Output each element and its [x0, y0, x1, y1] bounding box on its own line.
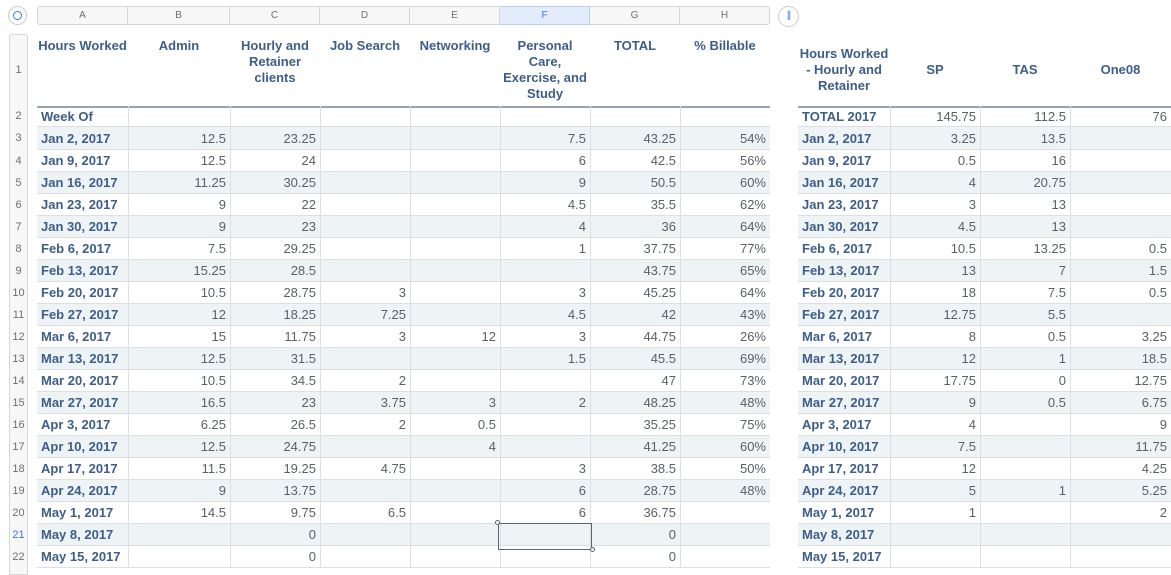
column-title: SP: [926, 62, 944, 77]
table-cell[interactable]: 13: [980, 216, 1070, 238]
row-label-cell[interactable]: Mar 6, 2017: [802, 329, 873, 344]
table-cell[interactable]: [410, 370, 500, 392]
table-cell[interactable]: 0: [230, 524, 320, 546]
circle-icon: [13, 11, 22, 20]
table-cell[interactable]: [410, 150, 500, 172]
row-header[interactable]: 16: [12, 419, 25, 431]
table-cell[interactable]: [410, 524, 500, 546]
column-title: Job Search: [329, 38, 401, 53]
table-cell[interactable]: 3: [410, 392, 500, 414]
table-cell[interactable]: 1: [500, 238, 590, 260]
row-label-cell[interactable]: Jan 9, 2017: [802, 153, 872, 168]
table-cell[interactable]: 43.25: [590, 127, 680, 150]
table-cell[interactable]: [500, 436, 590, 458]
table-cell[interactable]: [320, 238, 410, 260]
row-label-cell[interactable]: TOTAL 2017: [802, 109, 877, 124]
column-title: Personal Care, Exercise, and Study: [503, 38, 587, 101]
row-label-cell[interactable]: Feb 20, 2017: [802, 285, 880, 300]
table-cell[interactable]: 35.25: [590, 414, 680, 436]
table-cell[interactable]: 6: [500, 480, 590, 502]
table-cell[interactable]: 2: [320, 414, 410, 436]
table-cell[interactable]: [980, 414, 1070, 436]
column-header-c[interactable]: C: [230, 6, 320, 25]
table-cell[interactable]: 1.5: [500, 348, 590, 370]
column-header-a[interactable]: A: [37, 6, 128, 25]
table-cell[interactable]: 8: [890, 326, 980, 348]
table-cell[interactable]: 3: [890, 194, 980, 216]
row-header[interactable]: 19: [12, 485, 25, 497]
table-cell[interactable]: [410, 106, 500, 127]
table-cell[interactable]: [128, 106, 230, 127]
table-cell[interactable]: 5.25: [1070, 480, 1171, 502]
table-cell[interactable]: 0.5: [1070, 238, 1171, 260]
table-cell[interactable]: 28.75: [590, 480, 680, 502]
table-cell[interactable]: 4.5: [500, 304, 590, 326]
table-cell[interactable]: [680, 106, 770, 127]
table-cell[interactable]: 12: [890, 458, 980, 480]
row-label-cell[interactable]: Feb 13, 2017: [802, 263, 880, 278]
table-cell[interactable]: 1: [980, 480, 1070, 502]
table-cell[interactable]: 23: [230, 392, 320, 414]
table-cell[interactable]: 3.25: [1070, 326, 1171, 348]
table-cell[interactable]: 3: [500, 282, 590, 304]
row-header[interactable]: 17: [12, 441, 25, 453]
table-cell[interactable]: 0.5: [1070, 282, 1171, 304]
table-cell[interactable]: 12.5: [128, 150, 230, 172]
table-cell[interactable]: 0.5: [890, 150, 980, 172]
table-cell[interactable]: 7.25: [320, 304, 410, 326]
table-cell[interactable]: 7.5: [500, 127, 590, 150]
table-cell[interactable]: 4.75: [320, 458, 410, 480]
row-header[interactable]: 9: [15, 265, 22, 277]
table-cell[interactable]: 15: [128, 326, 230, 348]
table-cell[interactable]: 31.5: [230, 348, 320, 370]
row-label-cell[interactable]: Feb 6, 2017: [802, 241, 873, 256]
table-cell[interactable]: 42.5: [590, 150, 680, 172]
row-label-cell[interactable]: May 1, 2017: [41, 505, 114, 520]
table-cell[interactable]: 45.25: [590, 282, 680, 304]
table-cell[interactable]: 11.25: [128, 172, 230, 194]
table-cell[interactable]: 18.25: [230, 304, 320, 326]
table-cell[interactable]: 64%: [680, 282, 770, 304]
table-cell[interactable]: 10.5: [128, 282, 230, 304]
table-cell[interactable]: 12.75: [1070, 370, 1171, 392]
column-header-e[interactable]: E: [410, 6, 500, 25]
table-cell[interactable]: [410, 260, 500, 282]
table-cell[interactable]: 35.5: [590, 194, 680, 216]
table-cell[interactable]: 9: [128, 216, 230, 238]
table-cell[interactable]: 0: [230, 546, 320, 568]
row-label-cell[interactable]: Mar 27, 2017: [41, 395, 119, 410]
row-label-cell[interactable]: Apr 24, 2017: [802, 483, 879, 498]
table-cell[interactable]: [890, 524, 980, 546]
table-cell[interactable]: [500, 370, 590, 392]
table-cell[interactable]: [320, 348, 410, 370]
table-cell[interactable]: [980, 458, 1070, 480]
table-cell[interactable]: 50.5: [590, 172, 680, 194]
table-cell[interactable]: [890, 546, 980, 568]
row-header[interactable]: 12: [12, 331, 25, 343]
column-title: TAS: [1012, 62, 1038, 77]
row-header[interactable]: 8: [15, 243, 22, 255]
table-cell[interactable]: 28.75: [230, 282, 320, 304]
row-header[interactable]: 18: [12, 463, 25, 475]
row-label-cell[interactable]: May 8, 2017: [41, 527, 114, 542]
column-title: Hourly and Retainer clients: [241, 38, 309, 85]
row-header[interactable]: 1: [15, 64, 22, 76]
table-cell[interactable]: [500, 414, 590, 436]
pause-icon: ||: [786, 10, 791, 21]
column-title: TOTAL: [613, 38, 657, 53]
row-label-cell[interactable]: Jan 23, 2017: [802, 197, 879, 212]
table-cell[interactable]: 12.5: [128, 436, 230, 458]
row-label-cell[interactable]: Feb 27, 2017: [802, 307, 880, 322]
table-cell[interactable]: 76: [1070, 106, 1171, 127]
row-header[interactable]: 5: [15, 177, 22, 189]
row-label-cell[interactable]: Mar 6, 2017: [41, 329, 112, 344]
table-cell[interactable]: 43%: [680, 304, 770, 326]
row-header[interactable]: 20: [12, 507, 25, 519]
row-label-cell[interactable]: Apr 10, 2017: [802, 439, 879, 454]
table-cell[interactable]: 34.5: [230, 370, 320, 392]
table-cell[interactable]: 17.75: [890, 370, 980, 392]
add-column-handle[interactable]: [778, 6, 799, 27]
table-cell[interactable]: 0: [590, 524, 680, 546]
table-cell[interactable]: 37.75: [590, 238, 680, 260]
table-cell[interactable]: 3: [500, 458, 590, 480]
table-cell[interactable]: 0.5: [980, 326, 1070, 348]
table-cell[interactable]: [410, 238, 500, 260]
table-cell[interactable]: 4.5: [890, 216, 980, 238]
table-cell[interactable]: 69%: [680, 348, 770, 370]
table-cell[interactable]: [410, 172, 500, 194]
table-cell[interactable]: 60%: [680, 172, 770, 194]
table-cell[interactable]: 15.25: [128, 260, 230, 282]
table-cell[interactable]: 6.75: [1070, 392, 1171, 414]
table-cell[interactable]: [1070, 172, 1171, 194]
table-cell[interactable]: [1070, 150, 1171, 172]
column-header-b[interactable]: B: [128, 6, 230, 25]
table-cell[interactable]: 0: [980, 370, 1070, 392]
row-label-cell[interactable]: Mar 20, 2017: [41, 373, 119, 388]
selection-handle-top-left[interactable]: [495, 520, 500, 525]
row-header[interactable]: 7: [15, 221, 22, 233]
table-cell[interactable]: 11.75: [230, 326, 320, 348]
table-cell[interactable]: 23: [230, 216, 320, 238]
table-cell[interactable]: 23.25: [230, 127, 320, 150]
table-cell[interactable]: 9: [128, 194, 230, 216]
row-header[interactable]: 6: [15, 199, 22, 211]
table-cell[interactable]: [1070, 546, 1171, 568]
table-cell[interactable]: [410, 480, 500, 502]
table-cell[interactable]: 12: [410, 326, 500, 348]
row-label-cell[interactable]: Feb 20, 2017: [41, 285, 119, 300]
table-cell[interactable]: 45.5: [590, 348, 680, 370]
table-cell[interactable]: 75%: [680, 414, 770, 436]
row-header[interactable]: 11: [12, 309, 25, 321]
column-title: Hours Worked: [38, 38, 127, 53]
column-title: Networking: [419, 38, 491, 53]
table-cell[interactable]: 13: [980, 194, 1070, 216]
row-header[interactable]: 22: [12, 551, 25, 563]
row-header[interactable]: 13: [12, 353, 25, 365]
row-label-cell[interactable]: Feb 27, 2017: [41, 307, 119, 322]
table-cell[interactable]: [680, 502, 770, 524]
table-cell[interactable]: [410, 348, 500, 370]
table-cell[interactable]: 10.5: [890, 238, 980, 260]
table-cell[interactable]: [500, 260, 590, 282]
row-label-cell[interactable]: Apr 24, 2017: [41, 483, 118, 498]
table-cell[interactable]: [680, 524, 770, 546]
table-cell[interactable]: 28.5: [230, 260, 320, 282]
table-cell[interactable]: 60%: [680, 436, 770, 458]
row-label-cell[interactable]: Jan 9, 2017: [41, 153, 111, 168]
table-cell[interactable]: [980, 502, 1070, 524]
table-cell[interactable]: 4: [890, 414, 980, 436]
table-cell[interactable]: 9: [890, 392, 980, 414]
table-cell[interactable]: 13.75: [230, 480, 320, 502]
row-label-cell[interactable]: Apr 10, 2017: [41, 439, 118, 454]
table-cell[interactable]: [410, 127, 500, 150]
table-cell[interactable]: 4.25: [1070, 458, 1171, 480]
table-cell[interactable]: 24: [230, 150, 320, 172]
column-title: % Billable: [694, 38, 756, 53]
table-cell[interactable]: [410, 546, 500, 568]
table-cell[interactable]: 65%: [680, 260, 770, 282]
table-cell[interactable]: [128, 524, 230, 546]
table-cell[interactable]: 6.5: [320, 502, 410, 524]
table-cell[interactable]: 3: [320, 282, 410, 304]
table-cell[interactable]: 4: [500, 216, 590, 238]
table-cell[interactable]: [410, 282, 500, 304]
table-cell[interactable]: [410, 216, 500, 238]
selection-handle-bottom-right[interactable]: [590, 547, 595, 552]
table-cell[interactable]: 16: [980, 150, 1070, 172]
column-header-d[interactable]: D: [320, 6, 410, 25]
table-cell[interactable]: 41.25: [590, 436, 680, 458]
table-cell[interactable]: 145.75: [890, 106, 980, 127]
table-cell[interactable]: 112.5: [980, 106, 1070, 127]
table-cell[interactable]: 30.25: [230, 172, 320, 194]
table-cell[interactable]: 12: [890, 348, 980, 370]
table-cell[interactable]: 43.75: [590, 260, 680, 282]
row-label-cell[interactable]: May 15, 2017: [802, 549, 882, 564]
table-cell[interactable]: 7.5: [980, 282, 1070, 304]
row-label-cell[interactable]: Apr 17, 2017: [802, 461, 879, 476]
row-label-cell[interactable]: Mar 20, 2017: [802, 373, 880, 388]
table-cell[interactable]: 11.75: [1070, 436, 1171, 458]
table-cell[interactable]: 1.5: [1070, 260, 1171, 282]
table-cell[interactable]: 4.5: [500, 194, 590, 216]
table-cell[interactable]: 18: [890, 282, 980, 304]
row-label-cell[interactable]: Mar 27, 2017: [802, 395, 880, 410]
row-label-cell[interactable]: Jan 16, 2017: [41, 175, 118, 190]
row-label-cell[interactable]: May 8, 2017: [802, 527, 875, 542]
table-cell[interactable]: 36: [590, 216, 680, 238]
table-cell[interactable]: [320, 106, 410, 127]
table-cell[interactable]: [1070, 216, 1171, 238]
table-cell[interactable]: 0.5: [980, 392, 1070, 414]
row-header[interactable]: 3: [15, 132, 22, 144]
table-cell[interactable]: 22: [230, 194, 320, 216]
table-cell[interactable]: [128, 546, 230, 568]
table-cell[interactable]: 6: [500, 150, 590, 172]
table-cell[interactable]: [1070, 127, 1171, 150]
row-label-cell[interactable]: Mar 13, 2017: [802, 351, 880, 366]
table-cell[interactable]: 26.5: [230, 414, 320, 436]
table-cell[interactable]: [320, 436, 410, 458]
row-label-cell[interactable]: May 15, 2017: [41, 549, 121, 564]
table-cell[interactable]: 0.5: [410, 414, 500, 436]
column-header-h[interactable]: H: [680, 6, 770, 25]
row-label-cell[interactable]: Jan 30, 2017: [41, 219, 118, 234]
table-cell[interactable]: 9: [1070, 414, 1171, 436]
row-label-cell[interactable]: Jan 30, 2017: [802, 219, 879, 234]
table-cell[interactable]: 9: [128, 480, 230, 502]
table-cell[interactable]: 48.25: [590, 392, 680, 414]
table-cell[interactable]: 50%: [680, 458, 770, 480]
table-cell[interactable]: 26%: [680, 326, 770, 348]
table-cell[interactable]: 1: [890, 502, 980, 524]
table-cell[interactable]: 7.5: [890, 436, 980, 458]
table-cell[interactable]: 47: [590, 370, 680, 392]
table-cell[interactable]: 14.5: [128, 502, 230, 524]
table-cell[interactable]: [320, 172, 410, 194]
table-cell[interactable]: 13.5: [980, 127, 1070, 150]
table-cell[interactable]: [1070, 524, 1171, 546]
table-select-button[interactable]: [8, 6, 27, 25]
table-cell[interactable]: 3: [320, 326, 410, 348]
table-cell[interactable]: [410, 194, 500, 216]
table-cell[interactable]: 29.25: [230, 238, 320, 260]
column-header-g[interactable]: G: [590, 6, 680, 25]
table-cell[interactable]: [230, 106, 320, 127]
table-cell[interactable]: 19.25: [230, 458, 320, 480]
row-header[interactable]: 21: [12, 529, 25, 541]
table-cell[interactable]: 13: [890, 260, 980, 282]
row-label-cell[interactable]: Jan 16, 2017: [802, 175, 879, 190]
table-cell[interactable]: 44.75: [590, 326, 680, 348]
table-cell[interactable]: 1: [980, 348, 1070, 370]
row-label-cell[interactable]: Apr 3, 2017: [802, 417, 872, 432]
table-cell[interactable]: 12.5: [128, 348, 230, 370]
table-cell[interactable]: [320, 546, 410, 568]
row-label-cell[interactable]: Week Of: [41, 109, 93, 124]
table-cell[interactable]: 20.75: [980, 172, 1070, 194]
table-cell[interactable]: 6: [500, 502, 590, 524]
table-cell[interactable]: 7.5: [128, 238, 230, 260]
table-cell[interactable]: 3.25: [890, 127, 980, 150]
table-cell[interactable]: 10.5: [128, 370, 230, 392]
table-cell[interactable]: 5.5: [980, 304, 1070, 326]
row-header[interactable]: 15: [12, 397, 25, 409]
table-cell[interactable]: 5: [890, 480, 980, 502]
table-cell[interactable]: [980, 436, 1070, 458]
table-cell[interactable]: 48%: [680, 392, 770, 414]
row-header[interactable]: 4: [15, 155, 22, 167]
table-cell[interactable]: 13.25: [980, 238, 1070, 260]
table-cell[interactable]: 42: [590, 304, 680, 326]
table-cell[interactable]: 4: [410, 436, 500, 458]
table-cell[interactable]: 2: [500, 392, 590, 414]
row-header[interactable]: 2: [15, 110, 22, 122]
table-cell[interactable]: 11.5: [128, 458, 230, 480]
table-cell[interactable]: [320, 480, 410, 502]
column-title: One08: [1100, 62, 1141, 77]
table-cell[interactable]: 54%: [680, 127, 770, 150]
selected-cell[interactable]: [498, 523, 592, 550]
table-cell[interactable]: [590, 106, 680, 127]
table-cell[interactable]: 3.75: [320, 392, 410, 414]
table-cell[interactable]: [320, 127, 410, 150]
table-cell[interactable]: 2: [1070, 502, 1171, 524]
table-cell[interactable]: [1070, 304, 1171, 326]
column-header-f[interactable]: F: [500, 6, 590, 25]
table-cell[interactable]: 16.5: [128, 392, 230, 414]
table-cell[interactable]: 12: [128, 304, 230, 326]
table-cell[interactable]: [980, 524, 1070, 546]
table-cell[interactable]: 6.25: [128, 414, 230, 436]
table-cell[interactable]: 77%: [680, 238, 770, 260]
table-cell[interactable]: 12.75: [890, 304, 980, 326]
table-cell[interactable]: 24.75: [230, 436, 320, 458]
table-cell[interactable]: [500, 106, 590, 127]
table-cell[interactable]: 73%: [680, 370, 770, 392]
table-cell[interactable]: [410, 458, 500, 480]
row-label-cell[interactable]: Jan 2, 2017: [802, 131, 872, 146]
table-cell[interactable]: 48%: [680, 480, 770, 502]
table-cell[interactable]: 36.75: [590, 502, 680, 524]
table-cell[interactable]: 0: [590, 546, 680, 568]
table-cell[interactable]: 64%: [680, 216, 770, 238]
table-cell[interactable]: 7: [980, 260, 1070, 282]
table-cell[interactable]: [410, 304, 500, 326]
table-cell[interactable]: [320, 216, 410, 238]
table-cell[interactable]: 56%: [680, 150, 770, 172]
table-cell[interactable]: [1070, 194, 1171, 216]
row-label-cell[interactable]: Apr 3, 2017: [41, 417, 111, 432]
row-label-cell[interactable]: Mar 13, 2017: [41, 351, 119, 366]
table-cell[interactable]: 9: [500, 172, 590, 194]
table-cell[interactable]: 18.5: [1070, 348, 1171, 370]
table-cell[interactable]: 4: [890, 172, 980, 194]
row-header[interactable]: 10: [12, 287, 25, 299]
row-label-cell[interactable]: May 1, 2017: [802, 505, 875, 520]
table-cell[interactable]: 9.75: [230, 502, 320, 524]
row-label-cell[interactable]: Feb 13, 2017: [41, 263, 119, 278]
row-label-cell[interactable]: Feb 6, 2017: [41, 241, 112, 256]
table-cell[interactable]: [320, 194, 410, 216]
table-cell[interactable]: [680, 546, 770, 568]
table-cell[interactable]: 62%: [680, 194, 770, 216]
table-cell[interactable]: [320, 524, 410, 546]
table-cell[interactable]: [320, 260, 410, 282]
table-cell[interactable]: 3: [500, 326, 590, 348]
row-label-cell[interactable]: Jan 23, 2017: [41, 197, 118, 212]
row-header[interactable]: 14: [12, 375, 25, 387]
row-label-cell[interactable]: Jan 2, 2017: [41, 131, 111, 146]
table-cell[interactable]: [980, 546, 1070, 568]
table-cell[interactable]: 12.5: [128, 127, 230, 150]
table-cell[interactable]: [410, 502, 500, 524]
column-title: Hours Worked - Hourly and Retainer: [799, 46, 889, 93]
table-cell[interactable]: 38.5: [590, 458, 680, 480]
column-title: Admin: [158, 38, 200, 53]
row-label-cell[interactable]: Apr 17, 2017: [41, 461, 118, 476]
table-cell[interactable]: 2: [320, 370, 410, 392]
table-cell[interactable]: [320, 150, 410, 172]
